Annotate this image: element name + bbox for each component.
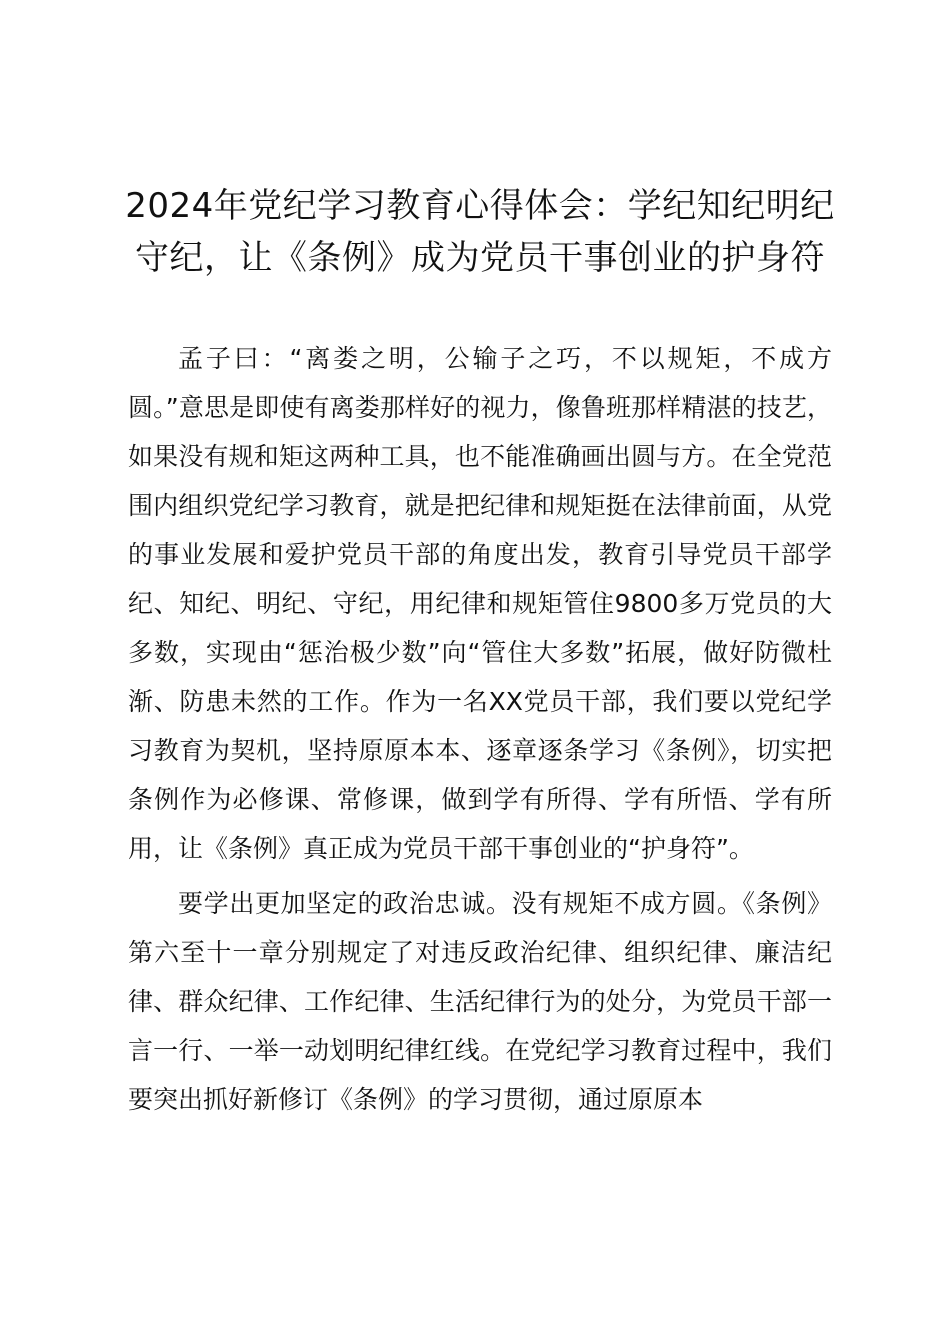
paragraph-political-loyalty: 要学出更加坚定的政治忠诚。没有规矩不成方圆。《条例》第六至十一章分别规定了对违反政治纪律、组织纪律、廉洁纪律、群众纪律、工作纪律、生活纪律行为的处分，为党员干部一言一行、一举一动划明纪律红线。在党纪学习教育过程中，我们要突出抓好新修订《条例》的学习贯彻，通过原原本 [128,889,832,1114]
document-body [128,334,832,1130]
paragraph-intro: 孟子曰：“离娄之明，公输子之巧，不以规矩，不成方圆。”意思是即使有离娄那样好的视力，像鲁班那样精湛的技艺，如果没有规和矩这两种工具，也不能准确画出圆与方。在全党范围内组织党纪学习教育，就是把纪律和规矩挺在法律前面，从党的事业发展和爱护党员干部的角度出发，教育引导党员干部学纪、知纪、明纪、守纪，用纪律和规矩管住9800多万党员的大多数，实现由“惩治极少数”向“管住大多数”拓展，做好防微杜渐、防患未然的工作。作为一名XX党员干部，我们要以党纪学习教育为契机，坚持原原本本、逐章逐条学习《条例》，切实把条例作为必修课、常修课，做到学有所得、学有所悟、学有所用，让《条例》真正成为党员干部干事创业的“护身符”。 [128,344,832,863]
document-title: 2024年党纪学习教育心得体会：学纪知纪明纪守纪，让《条例》成为党员干事创业的护身符 [125,186,835,278]
